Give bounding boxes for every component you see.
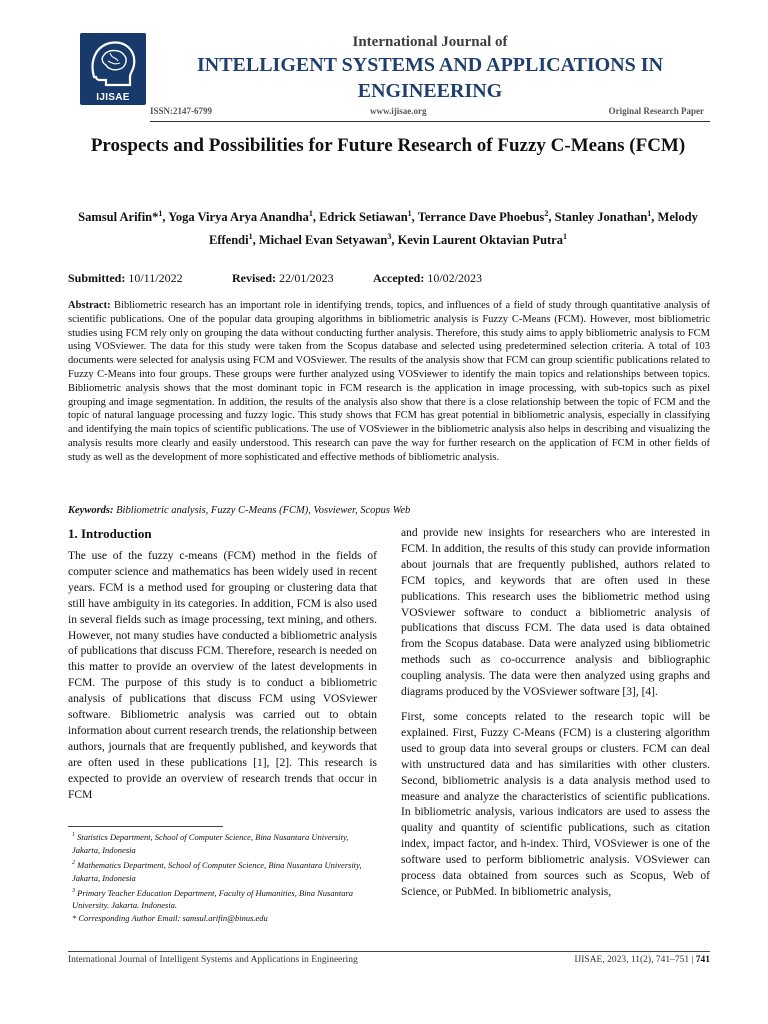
footer-rule xyxy=(68,951,710,952)
submitted-date xyxy=(68,271,183,286)
keywords-text: Bibliometric analysis, Fuzzy C-Means (FCM), Vosviewer, Scopus Web xyxy=(116,505,411,516)
footnote-corresponding: * Corresponding Author Email: samsul.arifin@binus.edu xyxy=(72,913,268,924)
section-heading-introduction: 1. Introduction xyxy=(68,526,152,541)
header-rule xyxy=(150,121,710,122)
revised-label: Revised: xyxy=(232,271,276,285)
issn: ISSN:2147-6799 xyxy=(150,106,213,116)
journal-name: INTELLIGENT SYSTEMS AND APPLICATIONS IN ENGINEERING xyxy=(196,54,664,102)
footnote-1: $^1$ Statistics Department, School of Computer Science, Bina Nusantara University, Jakarta, Indonesia xyxy=(72,831,349,855)
keywords xyxy=(68,505,710,516)
paper-type: Original Research Paper xyxy=(608,106,704,116)
author-name: Edrick Setiawan xyxy=(319,210,408,225)
author-affiliation: 1 xyxy=(308,209,313,218)
author-name: Terrance Dave Phoebus xyxy=(417,210,545,225)
author-affiliation: 1 xyxy=(407,209,412,218)
intro-paragraph-right-2: First, some concepts related to the research topic will be explained. First, Fuzzy C-Means (FCM) is a clustering algorithm used to group data into several groups or clusters. FCM can deal with unstructured data and has similarities with other clusters. Second, bibliometric analysis is a data analysis method used to measure and analyze the characteristics of scientific publications. In bibliometric analysis, various indicators are used to assess the quality and quantity of scientific publications, such as citation index, impact factor, and h-index. Third, VOSviewer is one of the software used to perform bibliometric analysis. VOSviewer can process data obtained from sources such as Scopus, Web of Science, or PubMed. In bibliometric analysis, xyxy=(401,710,710,898)
right-column xyxy=(401,526,710,901)
author-name: Samsul Arifin* xyxy=(78,210,159,225)
intro-paragraph-right-1: and provide new insights for researchers who are interested in FCM. In addition, the results of this study can provide information about journals that are frequently published, authors related to FCM topics, and keywords that are often used in these publications. This research uses the bibliometric method using VOSviewer software to conduct a bibliometric analysis of publications that discuss FCM. The data used is data obtained from the Scopus database. Data were analyzed using bibliometric methods such as co-occurrence analysis and bibliographic coupling analysis. The data were then analyzed using graphs and diagrams produced by the VOSviewer software [3], [4]. xyxy=(401,527,710,699)
logo-label: IJISAE xyxy=(96,92,130,103)
abstract-label: Abstract: xyxy=(68,300,111,311)
revised-value: 22/01/2023 xyxy=(279,271,334,285)
submitted-value: 10/11/2022 xyxy=(128,271,183,285)
author-list: Samsul Arifin*$^1$, Yoga Virya Arya Anandha$^1$, Edrick Setiawan$^1$, Terrance Dave Phoebus$^2$, Stanley Jonathan$^1$, Melody Effendi$^1$, Michael Evan Setyawan$^3$, Kevin Laurent Oktavian Putra$^1$ xyxy=(78,209,698,248)
footer-citation-text: IJISAE, 2023, 11(2), 741–751 | xyxy=(574,955,694,965)
author-affiliation: 3 xyxy=(387,232,392,242)
footnote-rule xyxy=(68,826,223,827)
accepted-date xyxy=(373,271,482,286)
author-affiliation: 2 xyxy=(544,209,549,218)
journal-prefix: International Journal of xyxy=(352,34,508,50)
author-name: Yoga Virya Arya Anandha xyxy=(168,210,309,225)
journal-logo xyxy=(80,33,146,105)
footnote-2: $^2$ Mathematics Department, School of Computer Science, Bina Nusantara University, Jakarta, Indonesia xyxy=(72,859,362,883)
abstract-text: Bibliometric research has an important role in identifying trends, topics, and influences of a field of study through quantitative analysis of scientific publications. One of the popular data grouping algorithms in bibliometric analysis is Fuzzy C-Means (FCM). However, most bibliometric studies using FCM rely only on grouping the data without conducting further analysis. Therefore, this study aims to apply bibliometric analysis to FCM using VOSviewer. The data for this study were taken from the Scopus database and selected using predetermined selection criteria. A total of 103 documents were selected for analysis using FCM and VOSviewer. The results of the analysis show that FCM can group scientific publications related to Fuzzy C-Means into four groups. These groups were further analyzed using VOSviewer to identify the main topics and relationships between topics. Bibliometric analysis shows that the most dominant topic in FCM research is the application in image processing, with sub-topics such as pixel grouping and image segmentation. In addition, the results of the analysis also show that there is a close relationship between the topic of FCM and the topic of natural language processing and fuzzy logic. This study shows that FCM has great potential in bibliometric analysis, especially in classifying and identifying the main topics of scientific publications. The use of VOSviewer in the bibliometric analysis also helps in describing and visualizing the analysis results more clearly and easily understood. This research can pave the way for further research on the application of FCM in other fields of study as well as the development of more sophisticated and effective methods of bibliometric analysis. xyxy=(68,300,710,463)
author-affiliation: 1 xyxy=(647,209,652,218)
revised-date xyxy=(232,271,334,286)
page-number: 741 xyxy=(695,955,710,965)
footnote-3: $^3$ Primary Teacher Education Department, Faculty of Humanities, Bina Nusantara University. Jakarta. Indonesia. xyxy=(72,887,354,911)
submitted-label: Submitted: xyxy=(68,271,126,285)
website-link[interactable]: www.ijisae.org xyxy=(370,106,427,116)
keywords-label: Keywords: xyxy=(68,505,114,516)
intro-paragraph-left: The use of the fuzzy c-means (FCM) method in the fields of computer science and mathematics has been widely used in recent years. FCM is a method used for grouping or clustering data that still have ambiguity in its categories. In addition, FCM is also used in several fields such as image processing, text mining, and others. However, not many studies have conducted a bibliometric analysis of publications that discuss FCM. Therefore, research is needed on this matter to provide an overview of the latest developments in FCM. The purpose of this study is to conduct a bibliometric analysis of publications that discuss FCM using VOSviewer software. Bibliometric analysis was carried out to obtain information about current research trends, the relationship between authors, journals that are frequently published, and keywords that are often used in these publications [1], [2]. This research is expected to provide an overview of research trends that occur in FCM xyxy=(68,550,377,801)
footer-journal-name: International Journal of Intelligent Systems and Applications in Engineering xyxy=(68,955,358,965)
brain-head-icon xyxy=(80,33,146,93)
footer-citation xyxy=(574,955,710,965)
author-affiliation: 1 xyxy=(158,209,163,218)
author-name: Michael Evan Setyawan xyxy=(258,233,388,248)
author-name: Kevin Laurent Oktavian Putra xyxy=(397,233,563,248)
author-affiliation: 1 xyxy=(562,232,567,242)
left-column xyxy=(68,549,377,804)
issn-line xyxy=(150,106,710,120)
paper-title: Prospects and Possibilities for Future Research of Fuzzy C-Means (FCM) xyxy=(90,135,686,156)
author-name: Melody Effendi xyxy=(209,210,698,248)
author-affiliation: 1 xyxy=(248,232,253,242)
abstract xyxy=(68,299,710,465)
accepted-label: Accepted: xyxy=(373,271,425,285)
author-name: Stanley Jonathan xyxy=(554,210,648,225)
accepted-value: 10/02/2023 xyxy=(427,271,482,285)
footnotes xyxy=(72,829,377,925)
